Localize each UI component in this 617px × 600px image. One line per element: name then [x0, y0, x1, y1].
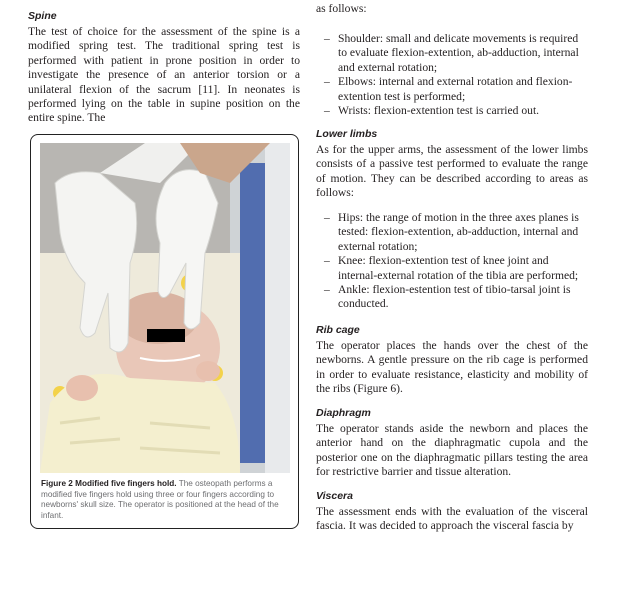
diaphragm-heading: Diaphragm — [316, 407, 371, 419]
lower-limbs-list — [316, 211, 588, 312]
rib-cage-heading: Rib cage — [316, 324, 360, 336]
spine-heading: Spine — [28, 10, 57, 22]
list-item: – Elbows: internal and external rotation and flexion-extention test is performed; — [324, 75, 588, 104]
list-item: – Wrists: flexion-extention test is carried out. — [324, 104, 588, 118]
lower-limbs-heading: Lower limbs — [316, 128, 378, 140]
figure-caption — [41, 479, 293, 521]
list-item: – Shoulder: small and delicate movements is required to evaluate flexion-extention, ab-adduction, internal and external rotation; — [324, 32, 588, 75]
lower-limbs-paragraph: As for the upper arms, the assessment of the lower limbs consists of a passive test performed to evaluate the range of motion. They can be described according to areas as follows: — [316, 143, 588, 200]
diaphragm-paragraph: The operator stands aside the newborn and places the anterior hand on the diaphragmatic cupola and the posterior one on the diaphragmatic pillars testing the area for restrictive barrier and tissue alteration. — [316, 422, 588, 479]
viscera-heading: Viscera — [316, 490, 353, 502]
infant-photo-illustration — [40, 143, 290, 473]
list-item: – Ankle: flexion-estention test of tibio-tarsal joint is conducted. — [324, 283, 588, 312]
spine-paragraph: The test of choice for the assessment of the spine is a modified spring test. The traditional spring test is performed with patient in prone position in order to investigate the presence of an anterior torsion or a unilateral flexion of the sacrum [11]. In neonates is performed lying on the table in supine position on the entire spine. The — [28, 25, 300, 125]
rib-cage-paragraph: The operator places the hands over the chest of the newborns. A gentle pressure on the rib cage is performed in order to evaluate resistance, elasticity and mobility of the ribs (Figure 6). — [316, 339, 588, 396]
list-item: – Hips: the range of motion in the three axes planes is tested: flexion-extention, ab-adduction, internal and external rotation; — [324, 211, 588, 254]
figure-photo — [40, 143, 290, 473]
figure-caption-text: The osteopath performs a modified five fingers hold using three or four fingers according to newborns' skull size. The operator is positioned at the head of the infant. — [41, 479, 279, 520]
list-item: – Knee: flexion-extention test of knee joint and internal-external rotation of the tibia are performed; — [324, 254, 588, 283]
intro-text: as follows: — [316, 2, 367, 15]
left-column — [28, 0, 300, 126]
upper-limbs-list — [316, 32, 588, 118]
figure-2 — [30, 134, 299, 529]
viscera-paragraph: The assessment ends with the evaluation of the visceral fascia. It was decided to approach the visceral fascia by — [316, 505, 588, 533]
figure-caption-title: Figure 2 Modified five fingers hold. — [41, 479, 177, 488]
